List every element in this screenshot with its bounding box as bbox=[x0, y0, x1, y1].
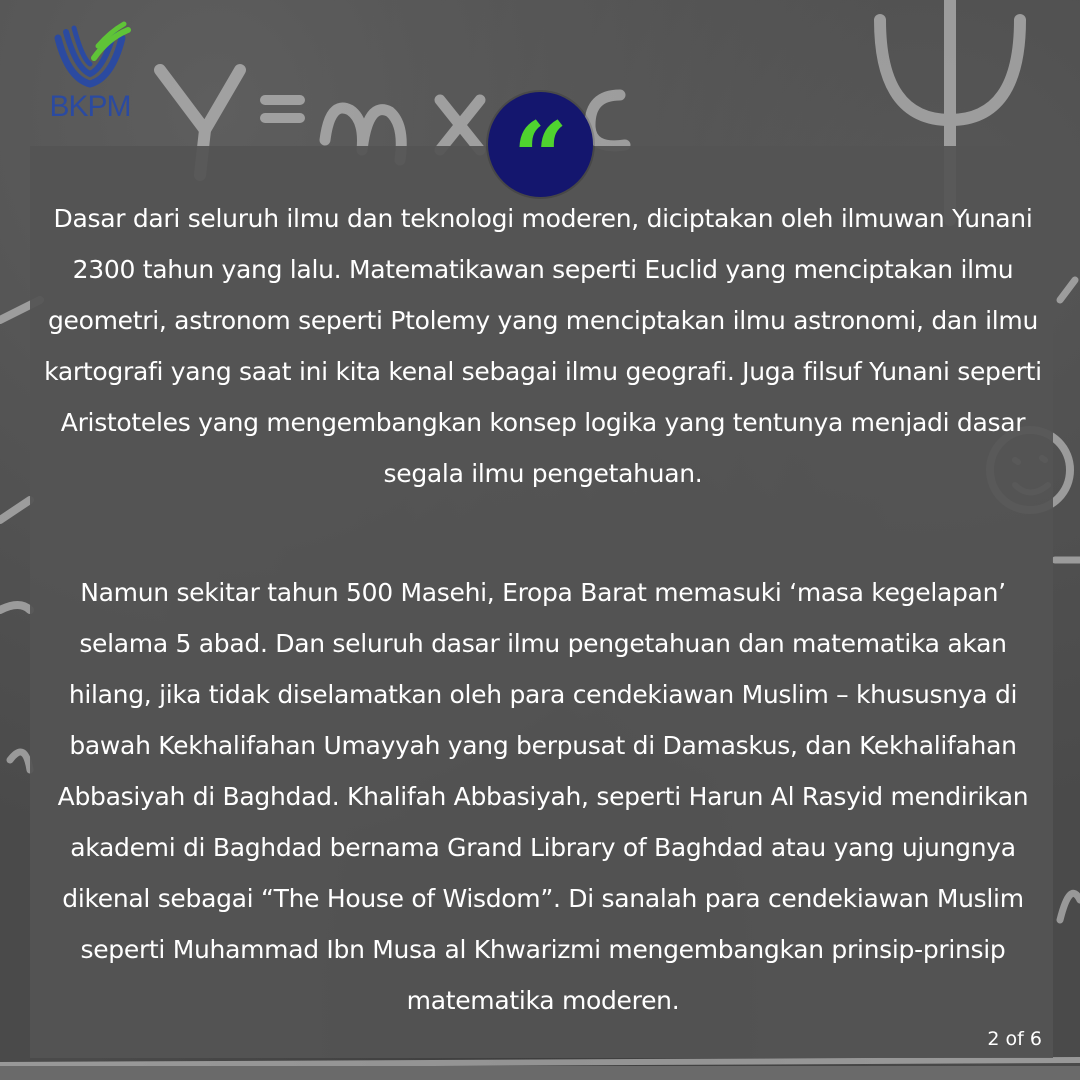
quote-badge bbox=[488, 92, 593, 214]
quote-mark-icon: “ bbox=[512, 100, 569, 214]
paragraph-2: Namun sekitar tahun 500 Masehi, Eropa Barat memasuki ‘masa kegelapan’ selama 5 abad. Dan seluruh dasar ilmu pengetahuan dan matematika akan hilang, jika tidak diselamatkan oleh para cendekiawan Muslim – khususnya di bawah Kekhalifahan Umayyah yang berpusat di Damaskus, dan Kekhalifahan Abbasiyah di Baghdad. Khalifah Abbasiyah, seperti Harun Al Rasyid mendirikan akademi di Baghdad bernama Grand Library of Baghdad atau yang ujungnya dikenal sebagai “The House of Wisdom”. Di sanalah para cendekiawan Muslim seperti Muhammad Ibn Musa al Khwarizmi mengembangkan prinsip-prinsip matematika moderen. bbox=[57, 578, 1029, 1015]
page-indicator: 2 of 6 bbox=[987, 1028, 1042, 1050]
bkpm-swoosh-logo-icon bbox=[38, 18, 142, 94]
bkpm-logo bbox=[38, 18, 142, 128]
paragraph-1: Dasar dari seluruh ilmu dan teknologi moderen, diciptakan oleh ilmuwan Yunani 2300 tahun yang lalu. Matematikawan seperti Euclid yang menciptakan ilmu geometri, astronom seperti Ptolemy yang menciptakan ilmu astronomi, dan ilmu kartografi yang saat ini kita kenal sebagai ilmu geografi. Juga filsuf Yunani seperti Aristoteles yang mengembangkan konsep logika yang tentunya menjadi dasar segala ilmu pengetahuan. bbox=[44, 204, 1042, 488]
logo-text: BKPM bbox=[49, 90, 131, 123]
bottom-strip bbox=[0, 1066, 1080, 1080]
